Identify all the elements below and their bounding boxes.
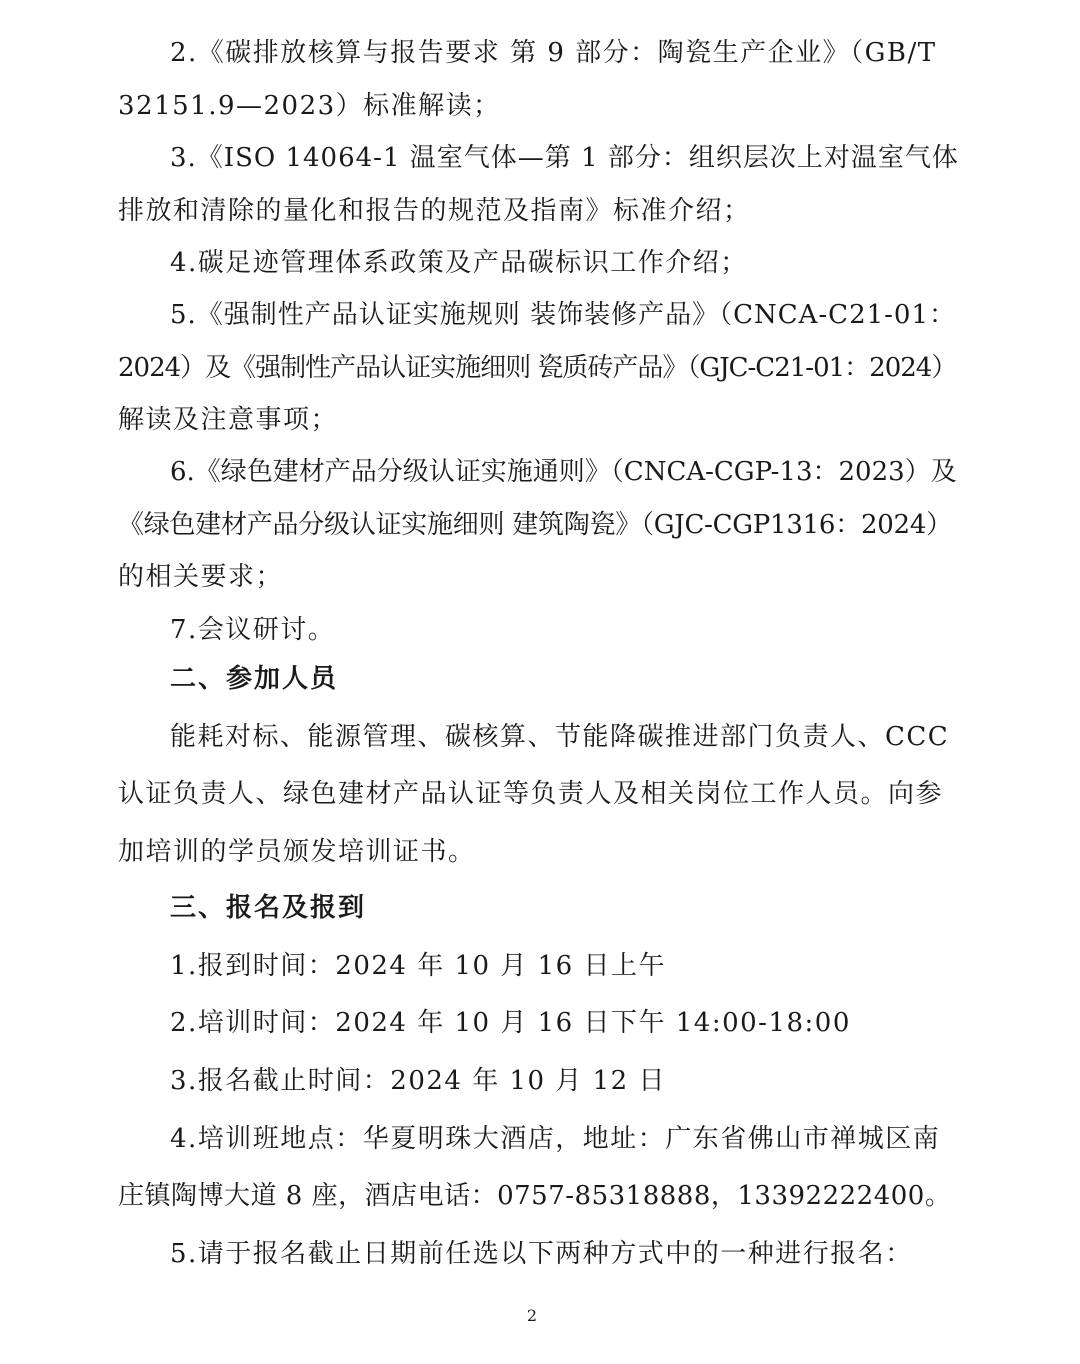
registration-item-4-line-2: 庄镇陶博大道 8 座，酒店电话：0757-85318888，13392222400。 (118, 1181, 952, 1211)
agenda-item-5-line-2: 2024）及《强制性产品认证实施细则 瓷质砖产品》（GJC-C21-01：2024） (118, 353, 957, 383)
page-number: 2 (526, 1306, 538, 1325)
participants-line-3: 加培训的学员颁发培训证书。 (118, 837, 476, 867)
registration-item-1: 1.报到时间：2024 年 10 月 16 日上午 (170, 951, 666, 981)
agenda-item-3-line-2: 排放和清除的量化和报告的规范及指南》标准介绍； (118, 196, 751, 226)
agenda-item-6-line-3: 的相关要求； (118, 562, 284, 592)
agenda-item-6-line-2: 《绿色建材产品分级认证实施细则 建筑陶瓷》（GJC-CGP1316：2024） (118, 510, 952, 540)
section-heading-participants: 二、参加人员 (170, 664, 339, 694)
agenda-item-3-line-1: 3.《ISO 14064-1 温室气体—第 1 部分：组织层次上对温室气体 (170, 143, 959, 173)
participants-line-2: 认证负责人、绿色建材产品认证等负责人及相关岗位工作人员。向参 (118, 779, 944, 809)
agenda-item-5-line-3: 解读及注意事项； (118, 405, 339, 435)
agenda-item-7: 7.会议研讨。 (170, 615, 336, 645)
section-heading-registration: 三、报名及报到 (170, 893, 367, 923)
agenda-item-5-line-1: 5.《强制性产品认证实施规则 装饰装修产品》（CNCA-C21-01： (170, 300, 957, 330)
registration-item-3: 3.报名截止时间：2024 年 10 月 12 日 (170, 1066, 666, 1096)
agenda-item-2-line-2: 32151.9—2023）标准解读； (118, 91, 501, 121)
agenda-item-2-line-1: 2.《碳排放核算与报告要求 第 9 部分：陶瓷生产企业》（GB/T (170, 38, 937, 68)
registration-item-2: 2.培训时间：2024 年 10 月 16 日下午 14:00-18:00 (170, 1008, 851, 1038)
agenda-item-6-line-1: 6.《绿色建材产品分级认证实施通则》（CNCA-CGP-13：2023）及 (170, 457, 957, 487)
registration-item-5: 5.请于报名截止日期前任选以下两种方式中的一种进行报名： (170, 1239, 913, 1269)
participants-line-1: 能耗对标、能源管理、碳核算、节能降碳推进部门负责人、CCC (170, 722, 950, 752)
agenda-item-4: 4.碳足迹管理体系政策及产品碳标识工作介绍； (170, 248, 748, 278)
registration-item-4-line-1: 4.培训班地点：华夏明珠大酒店，地址：广东省佛山市禅城区南 (170, 1124, 941, 1154)
